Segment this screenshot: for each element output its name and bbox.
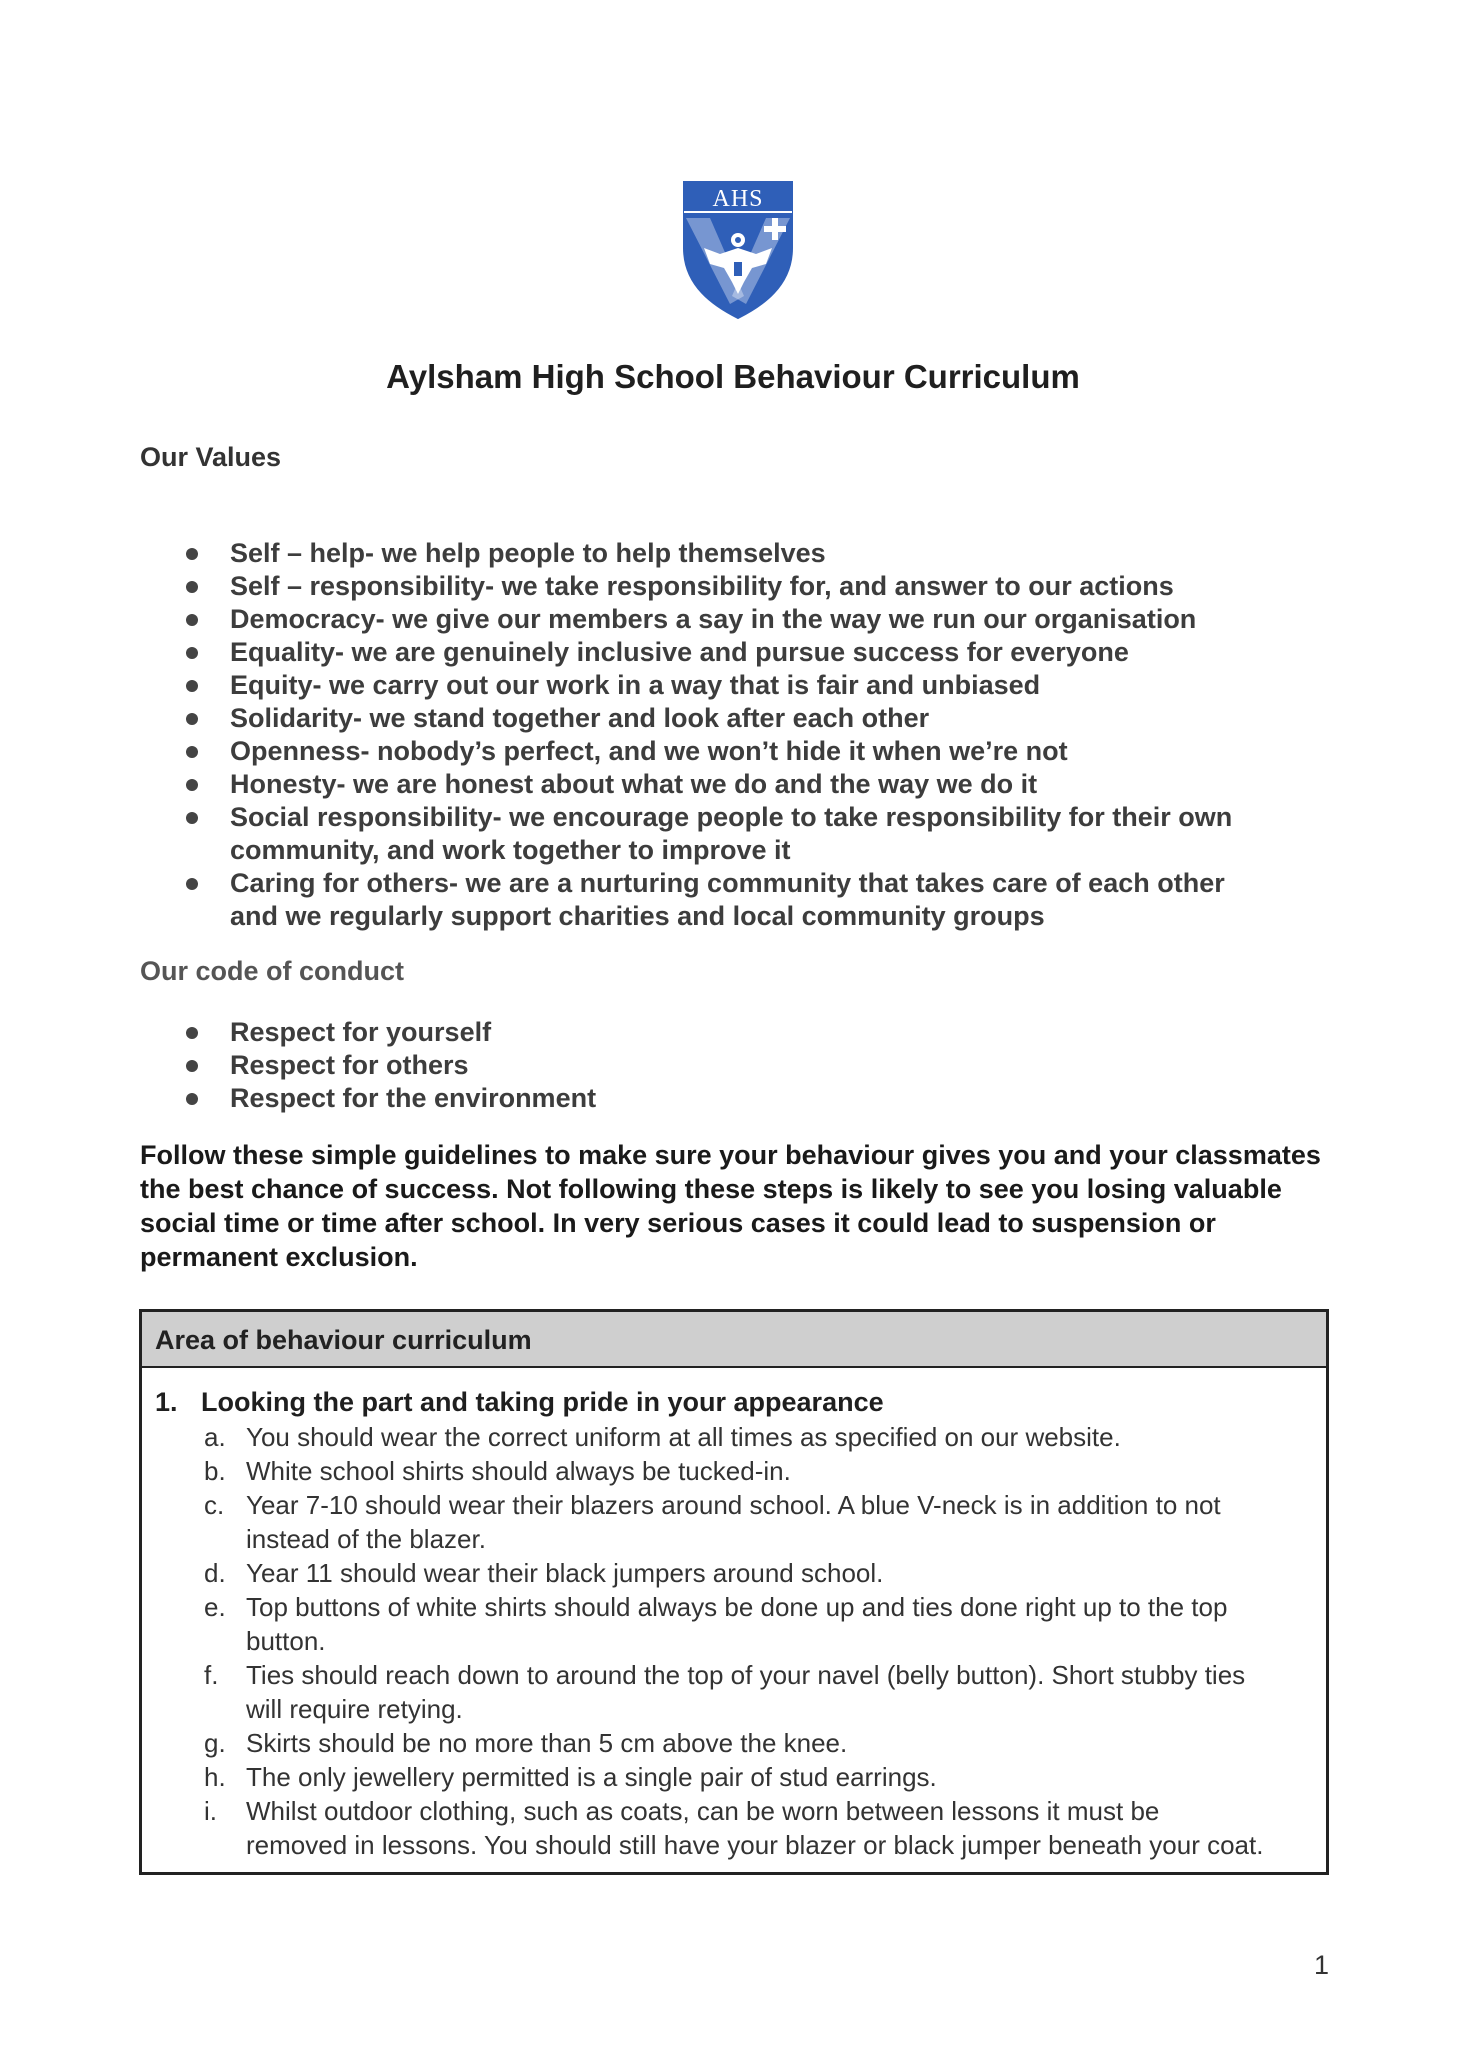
list-item: Respect for the environment <box>140 1082 1340 1115</box>
bullet-icon <box>186 1060 198 1072</box>
list-item: Self – help- we help people to help themselves <box>140 537 1340 570</box>
area-number: 1. <box>155 1387 178 1417</box>
conduct-heading: Our code of conduct <box>140 956 405 986</box>
uniform-rules-list <box>190 1420 1310 1862</box>
list-item: Openness- nobody’s perfect, and we won’t hide it when we’re not <box>140 735 1340 768</box>
list-item: i. Whilst outdoor clothing, such as coats, can be worn between lessons it must be removed in lessons. You should still have your blazer or black jumper beneath your coat. <box>204 1796 1264 1860</box>
crest-text: AHS <box>712 186 764 212</box>
bullet-icon <box>186 680 198 692</box>
list-item: d. Year 11 should wear their black jumpers around school. <box>204 1558 884 1588</box>
list-item: c. Year 7-10 should wear their blazers around school. A blue V-neck is in addition to not instead of the blazer. <box>204 1490 1221 1554</box>
list-item: Social responsibility- we encourage people to take responsibility for their own community, and work together to improve it <box>140 801 1340 867</box>
bullet-icon <box>186 878 198 890</box>
list-item: Honesty- we are honest about what we do and the way we do it <box>140 768 1340 801</box>
bullet-icon <box>186 581 198 593</box>
behaviour-table <box>139 1309 1329 1875</box>
list-item: Equity- we carry out our work in a way that is fair and unbiased <box>140 669 1340 702</box>
school-crest-icon <box>680 178 796 320</box>
list-item: g. Skirts should be no more than 5 cm above the knee. <box>204 1728 848 1758</box>
intro-paragraph: Follow these simple guidelines to make sure your behaviour gives you and your classmates the best chance of success. Not following these steps is likely to see you losing valuable social time or time after school. In very serious cases it could lead to suspension or permanent exclusion. <box>140 1140 1321 1272</box>
list-item: Democracy- we give our members a say in the way we run our organisation <box>140 603 1340 636</box>
list-item: Solidarity- we stand together and look after each other <box>140 702 1340 735</box>
values-list <box>140 537 1340 933</box>
list-item: Equality- we are genuinely inclusive and pursue success for everyone <box>140 636 1340 669</box>
bullet-icon <box>186 713 198 725</box>
table-header: Area of behaviour curriculum <box>142 1312 1326 1368</box>
list-item: h. The only jewellery permitted is a single pair of stud earrings. <box>204 1762 937 1792</box>
list-item: Self – responsibility- we take responsibility for, and answer to our actions <box>140 570 1340 603</box>
bullet-icon <box>186 746 198 758</box>
area-title-text: Looking the part and taking pride in your appearance <box>201 1387 884 1417</box>
list-item: b. White school shirts should always be tucked-in. <box>204 1456 791 1486</box>
area-title <box>155 1387 884 1418</box>
bullet-icon <box>186 812 198 824</box>
list-item: f. Ties should reach down to around the top of your navel (belly button). Short stubby ties will require retying. <box>204 1660 1246 1724</box>
page-title: Aylsham High School Behaviour Curriculum <box>386 358 1080 395</box>
list-item: e. Top buttons of white shirts should always be done up and ties done right up to the top button. <box>204 1592 1228 1656</box>
bullet-icon <box>186 614 198 626</box>
bullet-icon <box>186 779 198 791</box>
conduct-list <box>140 1016 1340 1115</box>
list-item: Respect for others <box>140 1049 1340 1082</box>
bullet-icon <box>186 1093 198 1105</box>
list-item: a. You should wear the correct uniform at all times as specified on our website. <box>204 1422 1121 1452</box>
bullet-icon <box>186 1027 198 1039</box>
values-heading: Our Values <box>140 442 282 472</box>
page-number: 1 <box>1314 1950 1330 1980</box>
bullet-icon <box>186 548 198 560</box>
list-item: Caring for others- we are a nurturing community that takes care of each other and we regularly support charities and local community groups <box>140 867 1340 933</box>
bullet-icon <box>186 647 198 659</box>
list-item: Respect for yourself <box>140 1016 1340 1049</box>
